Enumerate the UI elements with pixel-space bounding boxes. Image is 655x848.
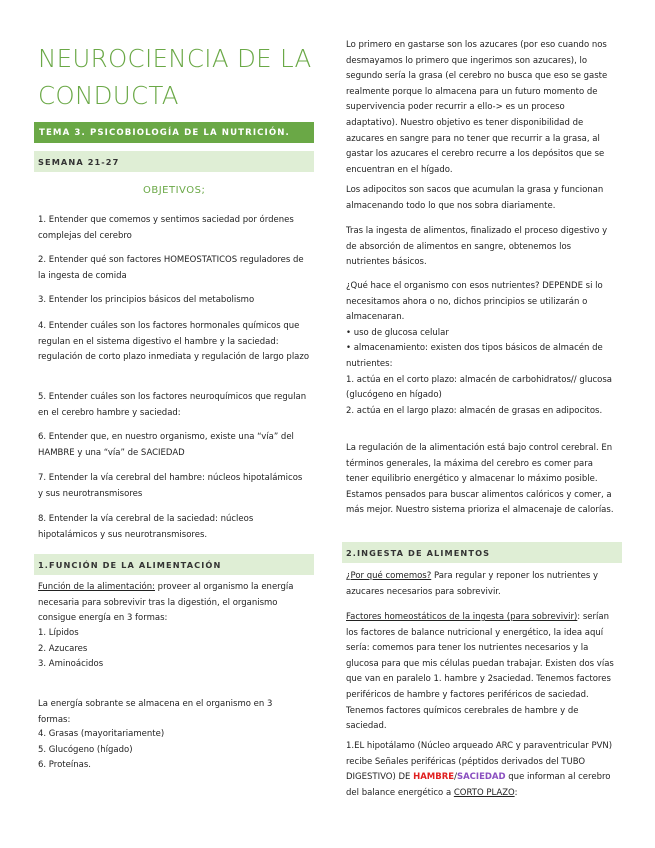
paragraph-nutrients: Tras la ingesta de alimentos, finalizado el proceso digestivo y de absorción de alimentos en sangre, obtenemos los nutrientes básicos. — [346, 226, 608, 268]
paragraph-sugar-usage: Lo primero en gastarse son los azucares (por eso cuando nos desmayamos lo primero que ingerimos son azucares), lo segundo sería la grasa (el cerebro no busca que eso se gaste realmente porque lo almacena para un futuro momento de supervivencia poder recurrir a ello-> es un proceso adaptativo). Nuestro objetivo es tener disponibilidad de azucares en sangre para no tener que recurrir a la grasa, al gastar los azucares el cerebro recurre a los depósitos que se encuentran en el hígado. — [346, 40, 608, 175]
why-eat-label: ¿Por qué comemos? — [346, 571, 432, 581]
storage-item: 6. Proteínas. — [38, 760, 91, 771]
tema-header: TEMA 3. PSICOBIOLOGÍA DE LA NUTRICIÓN. — [34, 122, 314, 143]
objective-1: 1. Entender que comemos y sentimos saciedad por órdenes complejas del cerebro — [38, 215, 294, 241]
function-definition-label: Función de la alimentación: — [38, 582, 155, 592]
objectives-title: OBJETIVOS; — [143, 185, 206, 196]
homeostatic-factors-text: : serían los factores de balance nutricional y energético, la idea aquí sería: comemos para tener los nutrientes necesarios y la glucosa para que mis células puedan trabajar. Existen dos vías que van en paralelo 1. hambre y 2saciedad. Tenemos factores periféricos de hambre y factores periféricos de saciedad. Tenemos factores químicos cerebrales de hambre y de saciedad. — [346, 612, 614, 732]
homeostatic-factors-label: Factores homeostáticos de la ingesta (para sobrevivir) — [346, 612, 578, 622]
storage-list — [38, 727, 310, 774]
objective-7: 7. Entender la vía cerebral del hambre: núcleos hipotalámicos y sus neurotransmisores — [38, 473, 303, 499]
corto-plazo: CORTO PLAZO — [453, 787, 515, 798]
storage-intro: La energía sobrante se almacena en el organismo en 3 formas: — [38, 699, 273, 725]
saciedad-word: SACIEDAD — [456, 772, 506, 783]
objective-5: 5. Entender cuáles son los factores neuroquímicos que regulan en el cerebro hambre y saciedad: — [38, 392, 307, 418]
colon: : — [514, 787, 518, 798]
why-eat-paragraph — [346, 569, 616, 600]
section-1-header: 1.FUNCIÓN DE LA ALIMENTACIÓN — [34, 554, 314, 575]
objective-8: 8. Entender la vía cerebral de la saciedad: núcleos hipotalámicos y sus neurotransmisores. — [38, 514, 254, 540]
nutrient-item: 2. actúa en el largo plazo: almacén de grasas en adipocitos. — [346, 405, 603, 416]
hypothalamus-text-2: que informan al cerebro del balance energético a — [346, 772, 611, 798]
storage-item: 5. Glucógeno (hígado) — [38, 744, 133, 755]
objective-4: 4. Entender cuáles son los factores hormonales químicos que regulan en el sistema digestivo el hambre y la saciedad: regulación de corto plazo inmediata y regulación de largo plazo — [38, 321, 310, 363]
energy-form-item: 1. Lípidos — [38, 628, 79, 638]
objective-6: 6. Entender que, en nuestro organismo, existe una “vía” del HAMBRE y una “vía” de SACIEDAD — [38, 432, 294, 458]
hypothalamus-text: 1.EL hipotálamo (Núcleo arqueado ARC y paraventricular PVN) recibe Señales periféricas (péptidos derivados del TUBO DIGESTIVO) DE — [346, 741, 613, 783]
hambre-word: HAMBRE — [413, 772, 455, 783]
function-definition — [38, 580, 310, 627]
nutrient-question: ¿Qué hace el organismo con esos nutrientes? DEPENDE si lo necesitamos ahora o no, dichos principios se utilizarán o almacenaran. — [346, 281, 603, 323]
function-definition-text: proveer al organismo la energía necesaria para sobrevivir tras la digestión, el organismo consigue energía en 3 formas: — [38, 582, 294, 624]
nutrient-item: 1. actúa en el corto plazo: almacén de carbohidratos// glucosa (glucógeno en hígado) — [346, 374, 612, 401]
paragraph-adipocytes: Los adipocitos son sacos que acumulan la grasa y funcionan almacenando todo lo que nos sobra diariamente. — [346, 185, 604, 211]
nutrient-bullet: • uso de glucosa celular — [346, 327, 449, 338]
hypothalamus-paragraph — [346, 739, 616, 801]
paragraph-regulation: La regulación de la alimentación está bajo control cerebral. En términos generales, la máxima del cerebro es comer para tener equilibrio energético y almacenar lo máximo posible. Estamos pensados para buscar alimentos calóricos y comer, a más mejor. Nuestro sistema prioriza el almacenaje de calorías. — [346, 443, 614, 516]
objective-2: 2. Entender qué son factores HOMEOSTATICOS reguladores de la ingesta de comida — [38, 255, 304, 281]
why-eat-text: Para regular y reponer los nutrientes y azucares necesarios para sobrevivir. — [346, 571, 599, 597]
semana-header: SEMANA 21-27 — [34, 151, 314, 172]
energy-forms-list — [38, 626, 310, 673]
objective-3: 3. Entender los principios básicos del metabolismo — [38, 295, 255, 305]
section-2-header: 2.INGESTA DE ALIMENTOS — [342, 542, 622, 563]
storage-item: 4. Grasas (mayoritariamente) — [38, 729, 165, 739]
nutrient-bullet: • almacenamiento: existen dos tipos básicos de almacén de nutrientes: — [346, 343, 603, 369]
energy-form-item: 2. Azucares — [38, 643, 88, 654]
energy-form-item: 3. Aminoácidos — [38, 659, 104, 670]
page-title: NEUROCIENCIA DE LA CONDUCTA — [38, 44, 312, 110]
paragraph-nutrient-use — [346, 279, 616, 419]
homeostatic-factors-paragraph — [346, 610, 616, 735]
slash: / — [454, 772, 457, 783]
